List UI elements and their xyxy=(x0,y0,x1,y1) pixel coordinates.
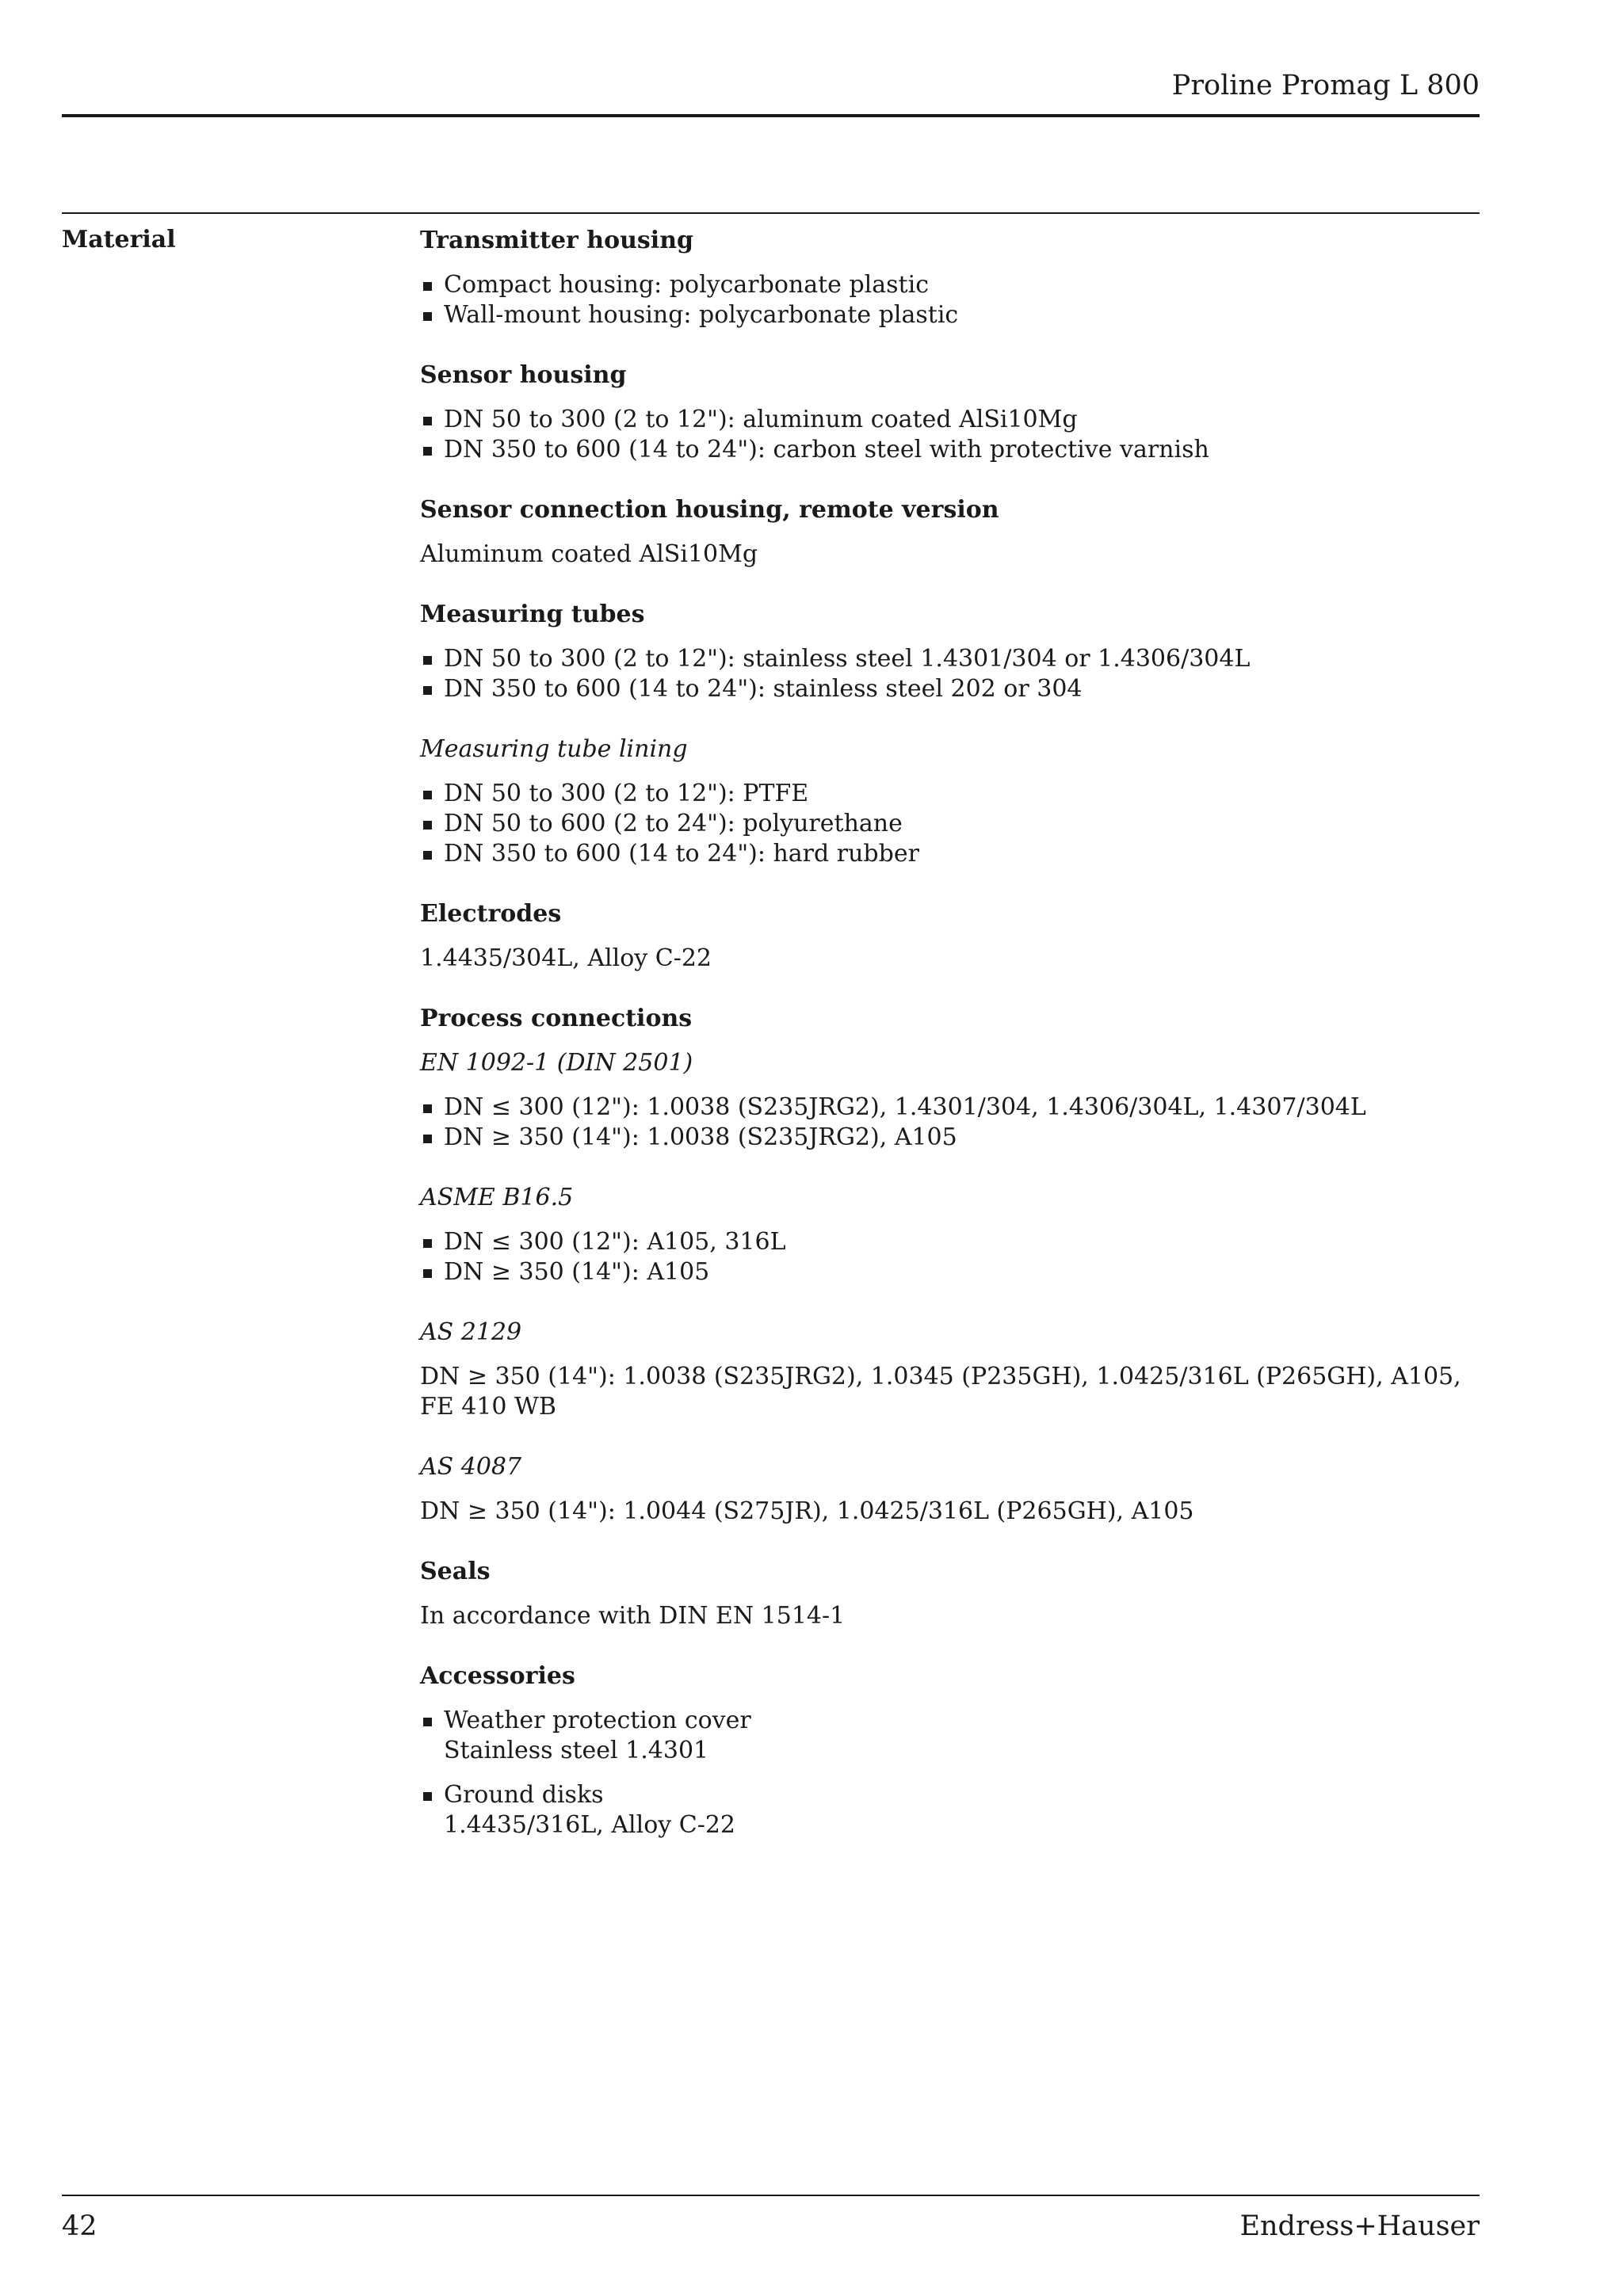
measuring-tubes-heading: Measuring tubes xyxy=(420,601,645,628)
list-item xyxy=(420,1780,1480,1840)
list-item: DN ≥ 350 (14"): A105 xyxy=(420,1257,1480,1287)
as-4087-subheading: AS 4087 xyxy=(420,1453,522,1481)
list-item: DN 50 to 300 (2 to 12"): stainless steel 1.4301/304 or 1.4306/304L xyxy=(420,644,1480,674)
page-header-title: Proline Promag L 800 xyxy=(1171,70,1480,101)
list-item: DN 350 to 600 (14 to 24"): hard rubber xyxy=(420,839,1480,869)
as-2129-text: DN ≥ 350 (14"): 1.0038 (S235JRG2), 1.0345 (P235GH), 1.0425/316L (P265GH), A105, FE 410 WB xyxy=(420,1363,1461,1421)
list-item: DN 50 to 600 (2 to 24"): polyurethane xyxy=(420,809,1480,839)
material-content xyxy=(420,226,1480,1871)
list-item: DN ≤ 300 (12"): 1.0038 (S235JRG2), 1.4301/304, 1.4306/304L, 1.4307/304L xyxy=(420,1093,1480,1123)
transmitter-housing-heading: Transmitter housing xyxy=(420,227,693,254)
list-item: DN 50 to 300 (2 to 12"): aluminum coated AlSi10Mg xyxy=(420,405,1480,435)
seals-text: In accordance with DIN EN 1514-1 xyxy=(420,1602,846,1630)
list-item xyxy=(420,1706,1480,1766)
process-connections-heading: Process connections xyxy=(420,1005,693,1032)
list-item: Wall-mount housing: polycarbonate plastic xyxy=(420,300,1480,330)
list-item: DN 350 to 600 (14 to 24"): carbon steel with protective varnish xyxy=(420,435,1480,465)
accessory-material: 1.4435/316L, Alloy C-22 xyxy=(444,1811,735,1839)
measuring-tubes-list xyxy=(420,644,1480,704)
list-item: DN ≥ 350 (14"): 1.0038 (S235JRG2), A105 xyxy=(420,1123,1480,1153)
electrodes-text: 1.4435/304L, Alloy C-22 xyxy=(420,944,712,972)
accessories-list xyxy=(420,1706,1480,1840)
sensor-connection-text: Aluminum coated AlSi10Mg xyxy=(420,540,758,568)
section-rule xyxy=(62,212,1480,214)
list-item: DN ≤ 300 (12"): A105, 316L xyxy=(420,1227,1480,1257)
sensor-housing-list xyxy=(420,405,1480,465)
tube-lining-list xyxy=(420,779,1480,869)
footer-rule xyxy=(62,2195,1480,2196)
tube-lining-subheading: Measuring tube lining xyxy=(420,735,688,763)
asme-list xyxy=(420,1227,1480,1287)
en-1092-list xyxy=(420,1093,1480,1153)
section-label: Material xyxy=(62,226,176,254)
as-2129-subheading: AS 2129 xyxy=(420,1318,522,1346)
footer-brand: Endress+Hauser xyxy=(1239,2210,1480,2242)
sensor-connection-heading: Sensor connection housing, remote version xyxy=(420,496,999,524)
accessory-material: Stainless steel 1.4301 xyxy=(444,1737,709,1764)
accessory-name: Ground disks xyxy=(444,1781,604,1809)
page-number: 42 xyxy=(62,2210,97,2242)
list-item: DN 350 to 600 (14 to 24"): stainless steel 202 or 304 xyxy=(420,674,1480,704)
seals-heading: Seals xyxy=(420,1558,491,1585)
sensor-housing-heading: Sensor housing xyxy=(420,361,627,389)
transmitter-housing-list xyxy=(420,270,1480,330)
en-1092-subheading: EN 1092-1 (DIN 2501) xyxy=(420,1049,693,1077)
as-4087-text: DN ≥ 350 (14"): 1.0044 (S275JR), 1.0425/316L (P265GH), A105 xyxy=(420,1497,1194,1525)
accessory-name: Weather protection cover xyxy=(444,1707,751,1734)
list-item: DN 50 to 300 (2 to 12"): PTFE xyxy=(420,779,1480,809)
header-rule xyxy=(62,114,1480,117)
accessories-heading: Accessories xyxy=(420,1662,575,1690)
list-item: Compact housing: polycarbonate plastic xyxy=(420,270,1480,300)
electrodes-heading: Electrodes xyxy=(420,900,562,928)
asme-subheading: ASME B16.5 xyxy=(420,1184,574,1211)
